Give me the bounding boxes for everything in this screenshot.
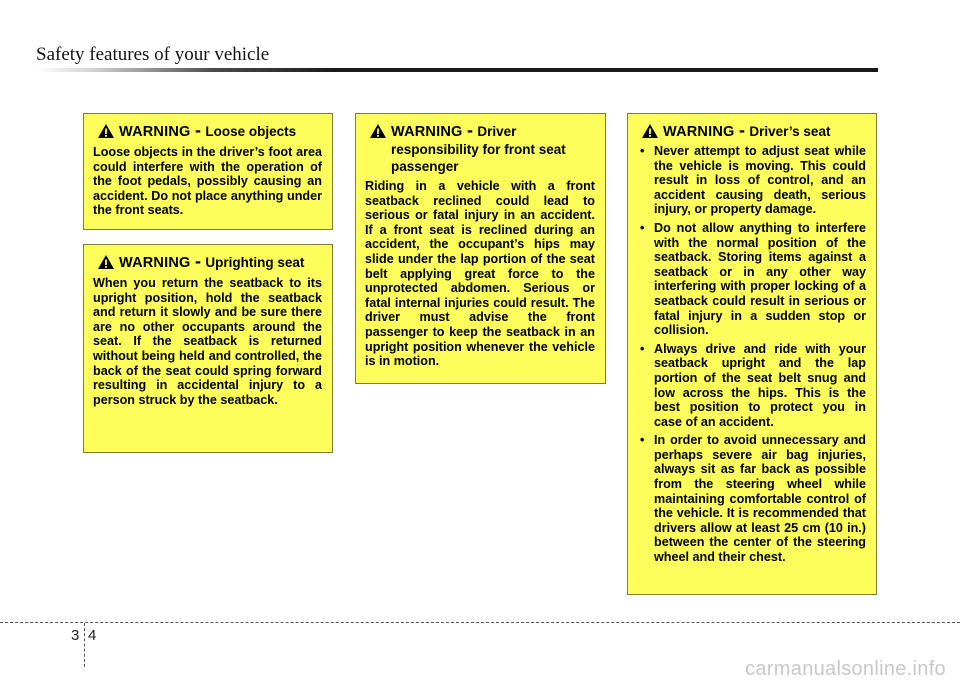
warning-dash: - (466, 120, 473, 140)
warning-box-drivers-seat (627, 113, 877, 595)
warning-subtitle: Driver’s seat (749, 124, 831, 139)
warning-label: WARNING (119, 255, 191, 271)
warning-list (637, 144, 866, 565)
warning-triangle-icon (97, 254, 115, 270)
watermark: carmanualsonline.info (745, 658, 946, 680)
warning-triangle-icon (97, 123, 115, 139)
list-item: • Never attempt to adjust seat while the vehicle is moving. This could result in loss of control, and an accident causing death, serious injury, or property damage. (637, 144, 866, 217)
warning-triangle-icon (641, 123, 659, 139)
warning-label: WARNING (663, 124, 735, 140)
warning-body: Riding in a vehicle with a front seatback reclined could lead to serious or fatal injury in an accident. If a front seat is reclined during an accident, the occupant’s hips may slide under the lap portion of the seat belt applying great force to the unprotected abdomen. Serious or fatal internal injuries could result. The driver must advise the front passenger to keep the seatback in an upright position whenever the vehicle is in motion. (365, 179, 595, 369)
warning-subtitle: Driver responsibility for front seat passenger (391, 124, 566, 174)
warning-body: Loose objects in the driver’s foot area could interfere with the operation of the foot pedals, possibly causing an accident. Do not place anything under the front seats. (93, 145, 322, 218)
warning-triangle-icon (369, 123, 387, 139)
warning-heading (365, 122, 595, 175)
header-rule (36, 68, 878, 72)
page-section-number: 3 (71, 627, 80, 644)
warning-label: WARNING (119, 124, 191, 140)
footer-divider (84, 623, 85, 667)
list-item: • Do not allow anything to interfere with the normal position of the seatback. Storing items against a seatback or in any other way interfering with proper locking of a seatback could result in serious or fatal injury in a sudden stop or collision. (637, 221, 866, 338)
warning-body: When you return the seatback to its upright position, hold the seatback and return it slowly and be sure there are no other occupants around the seat. If the seatback is returned without being held and controlled, the back of the seat could spring forward resulting in accidental injury to a person struck by the seatback. (93, 276, 322, 407)
header-title: Safety features of your vehicle (36, 44, 270, 65)
warning-box-driver-responsibility (355, 113, 606, 384)
warning-subtitle: Uprighting seat (205, 255, 305, 270)
page-number: 4 (88, 627, 97, 644)
warning-heading (93, 253, 322, 272)
list-item: • Always drive and ride with your seatback upright and the lap portion of the seat belt snug and low across the hips. This is the best position to protect you in case of an accident. (637, 342, 866, 430)
warning-box-upright-seat (83, 244, 333, 453)
list-item: • In order to avoid unnecessary and perhaps severe air bag injuries, always sit as far back as possible from the steering wheel while maintaining comfortable control of the vehicle. It is recommended that drivers allow at least 25 cm (10 in.) between the center of the steering wheel and their chest. (637, 433, 866, 564)
warning-subtitle: Loose objects (205, 124, 297, 139)
warning-box-loose-objects (83, 113, 333, 230)
warning-dash: - (194, 251, 201, 271)
warning-label: WARNING (391, 124, 463, 140)
warning-heading (637, 122, 866, 141)
warning-dash: - (738, 120, 745, 140)
warning-dash: - (194, 120, 201, 140)
warning-heading (93, 122, 322, 141)
footer-rule (0, 622, 960, 623)
